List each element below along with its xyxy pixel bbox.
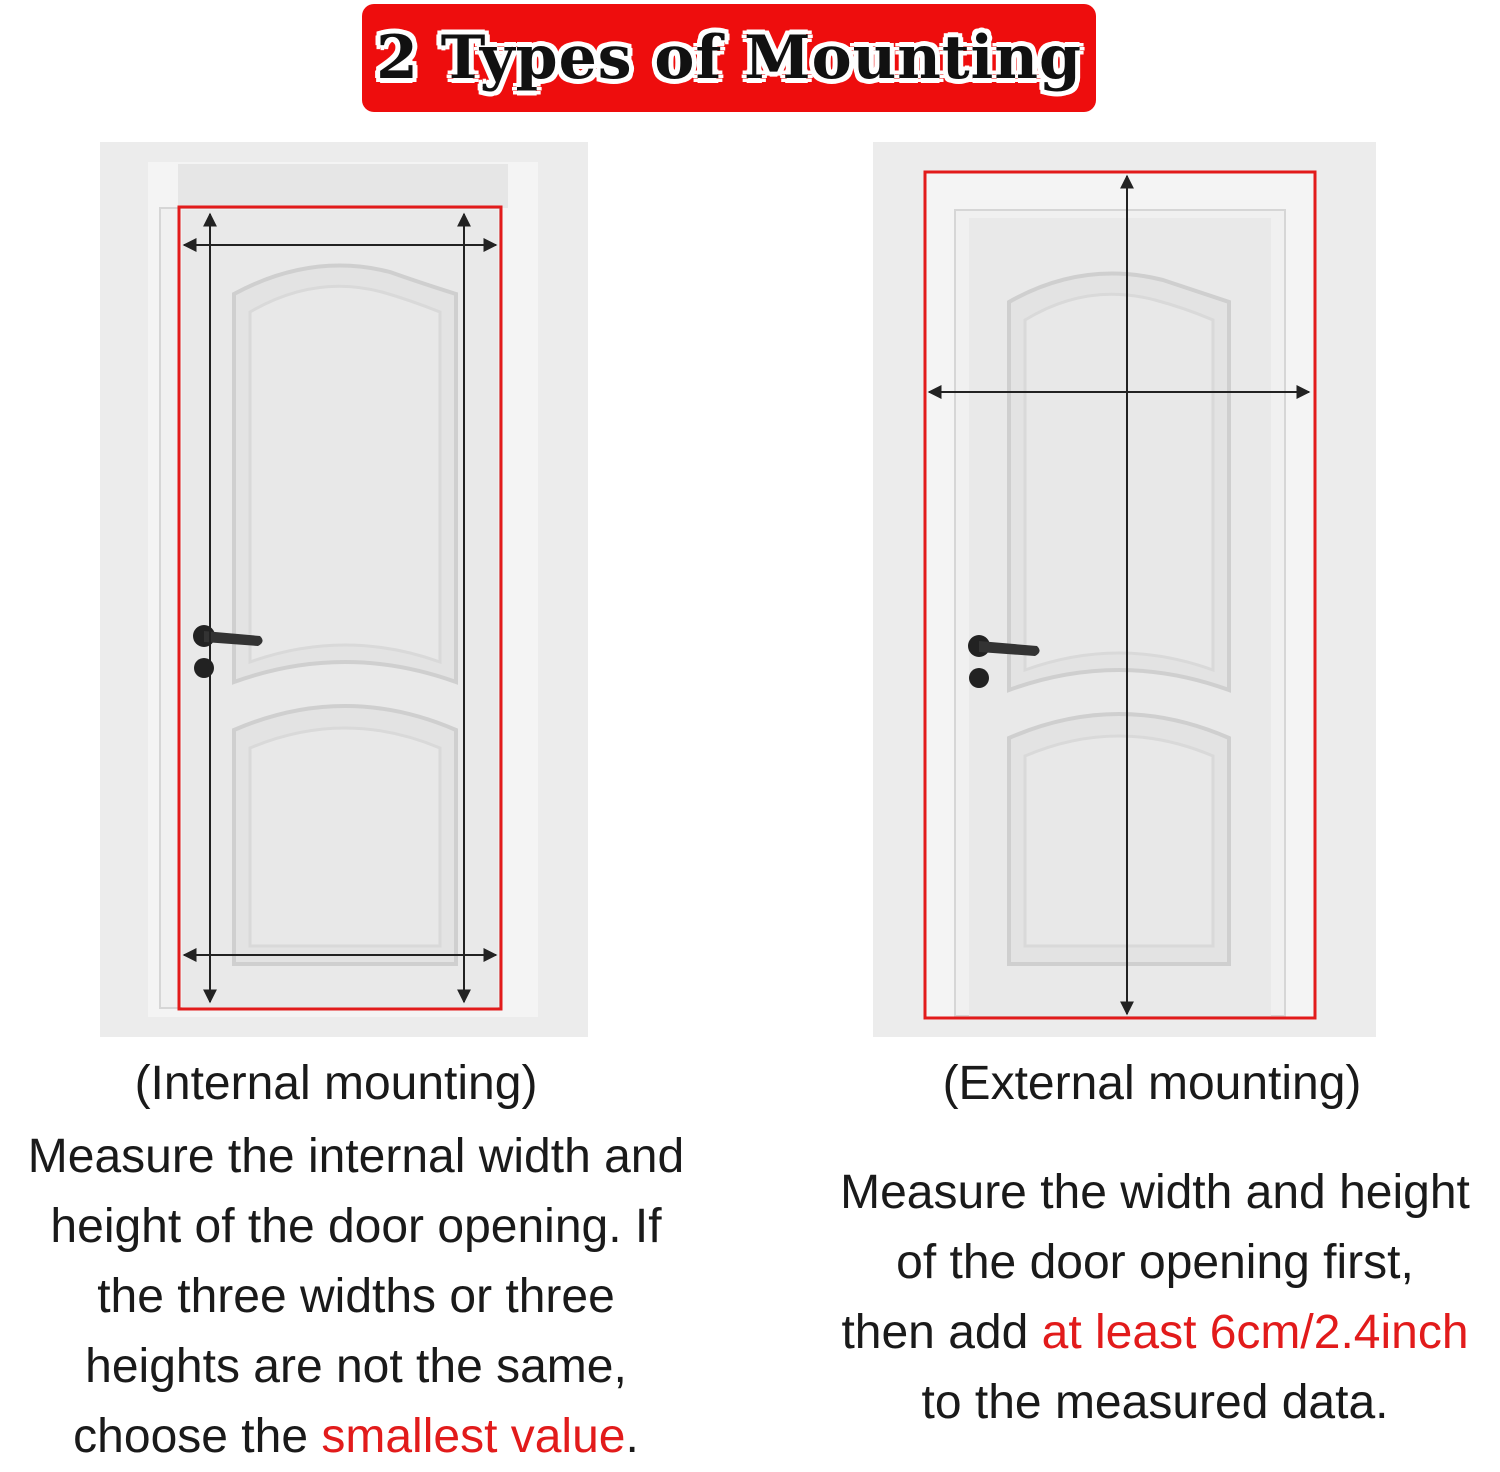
internal-desc-line: height of the door opening. If <box>50 1200 662 1253</box>
internal-mounting-description <box>0 1122 712 1472</box>
external-desc-line: Measure the width and height <box>840 1166 1470 1219</box>
external-desc-prefix: then add <box>841 1306 1042 1359</box>
external-desc-third-line <box>800 1298 1500 1368</box>
title-text: 2 Types of Mounting <box>376 23 1082 93</box>
external-desc-highlight: at least 6cm/2.4inch <box>1041 1306 1469 1359</box>
external-mounting-caption: (External mounting) <box>942 1057 1362 1110</box>
external-mounting-description <box>800 1158 1500 1438</box>
internal-desc-prefix: choose the <box>73 1410 322 1463</box>
title-banner <box>362 4 1096 112</box>
external-desc-line: of the door opening first, <box>896 1236 1414 1289</box>
internal-desc-suffix: . <box>625 1410 639 1463</box>
internal-desc-line: Measure the internal width and <box>27 1130 685 1183</box>
external-desc-last-line: to the measured data. <box>921 1376 1389 1429</box>
internal-mounting-door-image <box>100 142 588 1037</box>
internal-desc-line: heights are not the same, <box>85 1340 627 1393</box>
internal-desc-last-line <box>0 1402 712 1472</box>
internal-desc-highlight: smallest value <box>321 1410 626 1463</box>
internal-desc-line: the three widths or three <box>97 1270 615 1323</box>
internal-mounting-caption: (Internal mounting) <box>134 1057 538 1110</box>
external-mounting-door-image <box>873 142 1376 1037</box>
